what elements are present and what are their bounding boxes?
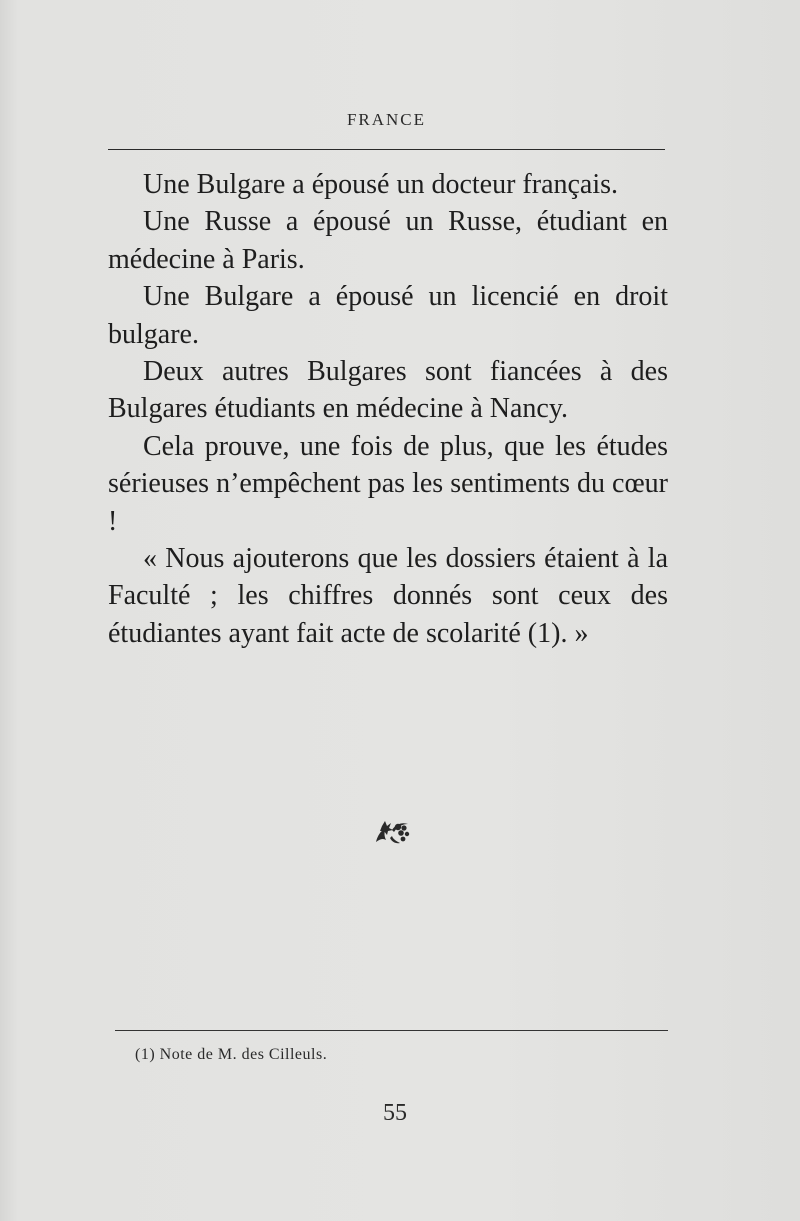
running-head: FRANCE (346, 110, 427, 129)
paragraph: Cela prouve, une fois de plus, que les études sérieuses n’empêchent pas les sentiments du cœur ! (108, 430, 668, 537)
page-number: 55 (383, 1100, 407, 1126)
footnote: (1) Note de M. des Cilleuls. (135, 1046, 328, 1063)
paragraph: Une Bulgare a épousé un docteur français. (143, 169, 619, 200)
paragraph: Deux autres Bulgares sont fiancées à des Bulgares étudiants en médecine à Nancy. (108, 356, 668, 425)
paragraph: « Nous ajouterons que les dossiers étaient à la Faculté ; les chiffres donnés sont ceux des étudiantes ayant fait acte de scolarité (1). » (108, 543, 668, 649)
header-rule (108, 149, 665, 150)
paragraph: Une Russe a épousé un Russe, étudiant en médecine à Paris. (108, 206, 668, 275)
floral-fleuron-icon (372, 818, 412, 846)
paragraph: Une Bulgare a épousé un licencié en droit bulgare. (108, 281, 668, 350)
body-text (108, 166, 668, 652)
footnote-rule (115, 1030, 668, 1031)
